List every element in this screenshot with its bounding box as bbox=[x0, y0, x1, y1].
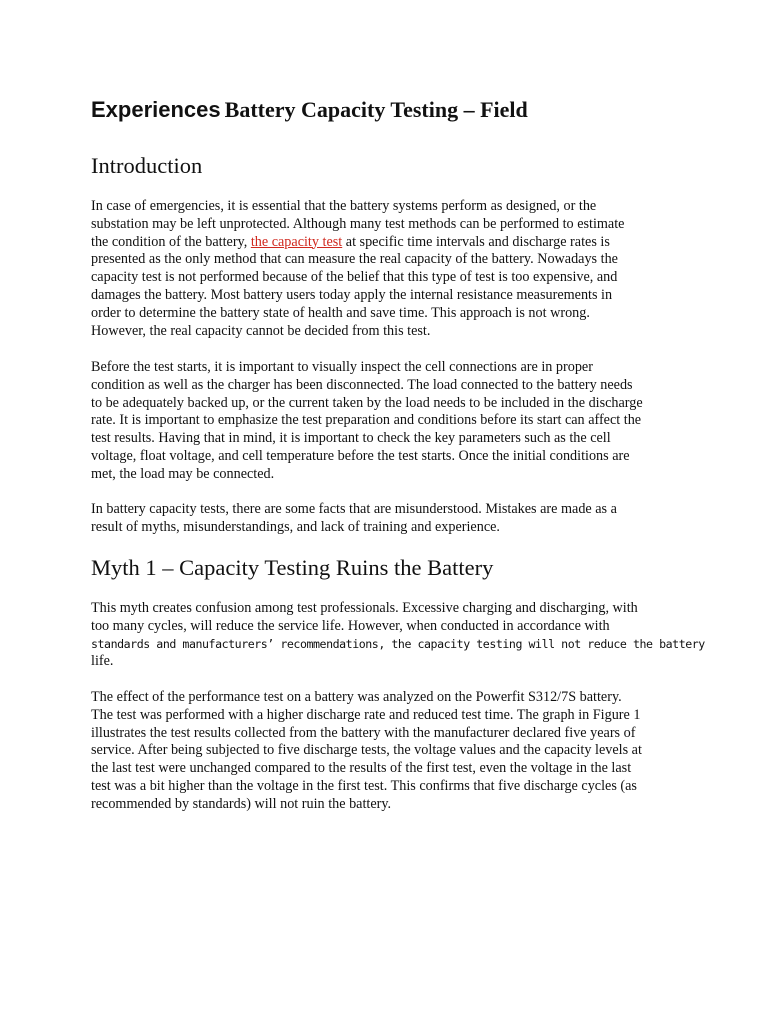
text-line: the last test were unchanged compared to the results of the first test, even the voltage in the last bbox=[91, 760, 632, 777]
title-main: Battery Capacity Testing – Field bbox=[224, 97, 528, 122]
capacity-test-link[interactable]: the capacity test bbox=[250, 233, 343, 250]
heading-myth-1: Myth 1 – Capacity Testing Ruins the Battery bbox=[91, 555, 494, 580]
text-line: recommended by standards) will not ruin the battery. bbox=[91, 795, 392, 812]
text-line: However, the real capacity cannot be decided from this test. bbox=[91, 322, 431, 339]
text-line: illustrates the test results collected from the battery with the manufacturer declared five years of bbox=[91, 724, 636, 741]
title-prefix: Experiences bbox=[91, 97, 221, 122]
intro-paragraph-3 bbox=[91, 501, 681, 537]
text-line: standards and manufacturers’ recommendations, the capacity testing will not reduce the battery bbox=[91, 636, 705, 651]
text-line bbox=[91, 234, 681, 252]
intro-paragraph-2 bbox=[91, 359, 681, 484]
text-fragment: at specific time intervals and discharge rates is bbox=[342, 233, 610, 250]
text-line: substation may be left unprotected. Although many test methods can be performed to estimate bbox=[91, 215, 625, 232]
text-line: The test was performed with a higher discharge rate and reduced test time. The graph in Figure 1 bbox=[91, 706, 641, 723]
text-line: test was a bit higher than the voltage in the first test. This confirms that five discharge cycles (as bbox=[91, 777, 637, 794]
text-line: result of myths, misunderstandings, and lack of training and experience. bbox=[91, 518, 500, 535]
text-line: In case of emergencies, it is essential that the battery systems perform as designed, or the bbox=[91, 198, 597, 214]
text-line: too many cycles, will reduce the service life. However, when conducted in accordance with bbox=[91, 617, 610, 634]
text-line: presented as the only method that can measure the real capacity of the battery. Nowadays the bbox=[91, 251, 618, 268]
text-line: damages the battery. Most battery users today apply the internal resistance measurements in bbox=[91, 286, 613, 303]
text-line: condition as well as the charger has been disconnected. The load connected to the battery needs bbox=[91, 376, 633, 393]
text-line: The effect of the performance test on a battery was analyzed on the Powerfit S312/7S battery. bbox=[91, 689, 622, 705]
heading-introduction: Introduction bbox=[91, 153, 203, 178]
text-line: life. bbox=[91, 653, 114, 670]
text-line: capacity test is not performed because of the belief that this type of test is too expensive, and bbox=[91, 269, 618, 286]
text-line: order to determine the battery state of health and save time. This approach is not wrong. bbox=[91, 304, 590, 321]
text-line: voltage, float voltage, and cell temperature before the test starts. Once the initial conditions are bbox=[91, 447, 630, 464]
text-line: Before the test starts, it is important to visually inspect the cell connections are in proper bbox=[91, 359, 593, 375]
text-line: In battery capacity tests, there are some facts that are misunderstood. Mistakes are made as a bbox=[91, 501, 617, 517]
text-line: to be adequately backed up, or the current taken by the load needs to be included in the discharge bbox=[91, 394, 643, 411]
text-line: met, the load may be connected. bbox=[91, 465, 275, 482]
text-line: rate. It is important to emphasize the test preparation and conditions before its start can affect the bbox=[91, 412, 642, 429]
document-title bbox=[91, 94, 691, 129]
intro-paragraph-1 bbox=[91, 198, 681, 340]
text-line: service. After being subjected to five discharge tests, the voltage values and the capacity levels at bbox=[91, 742, 642, 759]
text-line: This myth creates confusion among test professionals. Excessive charging and discharging, with bbox=[91, 600, 638, 616]
myth1-paragraph-1 bbox=[91, 600, 705, 671]
text-fragment: the condition of the battery, bbox=[91, 233, 251, 250]
text-line: test results. Having that in mind, it is important to check the key parameters such as the cell bbox=[91, 430, 611, 447]
myth1-paragraph-2 bbox=[91, 689, 681, 814]
